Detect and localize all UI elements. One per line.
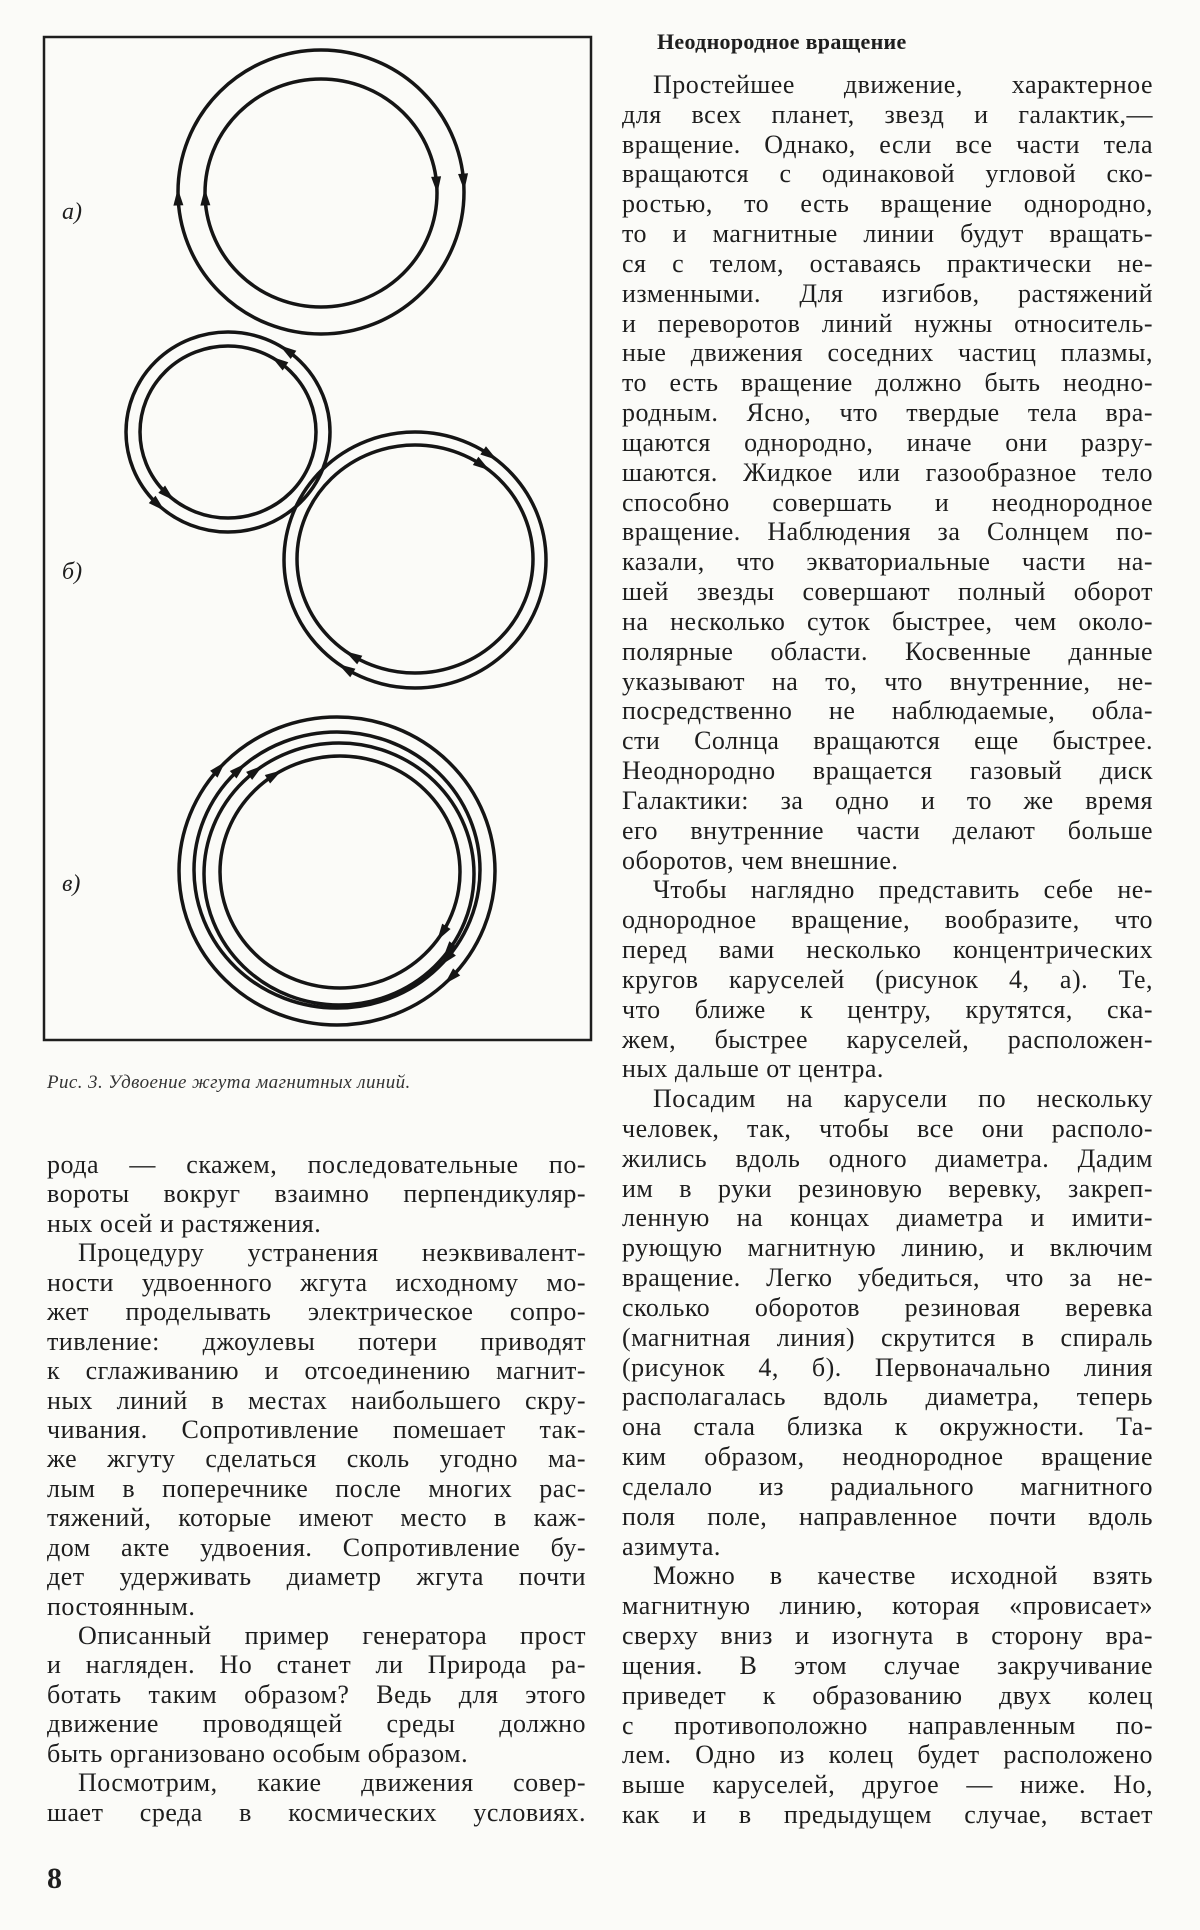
- paragraph: [47, 1768, 586, 1827]
- text-line: она стала близка к окружности. Та-: [622, 1412, 1153, 1442]
- text-line: ся с телом, оставаясь практически не-: [622, 248, 1153, 278]
- text-line: ленную на концах диаметра и имити-: [622, 1203, 1153, 1233]
- text-line: ные движения соседних частиц плазмы,: [622, 338, 1153, 368]
- left-text-column: [47, 1150, 586, 1827]
- paragraph: [47, 1238, 586, 1621]
- arrow-icon: [480, 446, 497, 460]
- text-line: указывают на то, что внутренние, не-: [622, 666, 1153, 696]
- text-line: выше каруселей, другое — ниже. Но,: [622, 1770, 1153, 1800]
- arrow-icon: [338, 664, 355, 677]
- text-line: Процедуру устранения неэквивалент-: [78, 1238, 586, 1268]
- text-line: движение проводящей среды должно: [47, 1709, 586, 1739]
- text-line: им в руки резиновую веревку, закреп-: [622, 1173, 1153, 1203]
- text-line: щаются однородно, иначе они разру-: [622, 427, 1153, 457]
- paragraph: [622, 1084, 1153, 1561]
- text-line: вращаются с одинаковой угловой ско-: [622, 159, 1153, 189]
- text-line: сделало из радиального магнитного: [622, 1471, 1153, 1501]
- text-line: Чтобы наглядно представить себе не-: [653, 875, 1153, 905]
- paragraph: [622, 70, 1153, 875]
- text-line: к сглаживанию и отсоединению магнит-: [47, 1356, 586, 1386]
- text-line: вороты вокруг взаимно перпендикуляр-: [47, 1179, 586, 1209]
- text-line: с противоположно направленным по-: [622, 1710, 1153, 1740]
- paragraph: [47, 1621, 586, 1768]
- loop-c-3: [204, 743, 474, 1005]
- text-line: шей звезды совершают полный оборот: [622, 577, 1153, 607]
- text-line: дет удерживать диаметр жгута почти: [47, 1562, 586, 1592]
- text-line: Неоднородно вращается газовый диск: [622, 756, 1153, 786]
- text-line: шает среда в космических условиях.: [47, 1797, 586, 1827]
- text-line: полярные области. Косвенные данные: [622, 636, 1153, 666]
- text-line: ных осей и растяжения.: [47, 1208, 322, 1238]
- text-line: как и в предыдущем случае, встает: [622, 1800, 1153, 1830]
- text-line: сколько оборотов резиновая веревка: [622, 1292, 1153, 1322]
- text-line: однородное вращение, вообразите, что: [622, 905, 1153, 935]
- text-line: тяжений, которые имеют место в каж-: [47, 1503, 586, 1533]
- text-line: Описанный пример генератора прост: [78, 1621, 586, 1650]
- paragraph: [622, 1561, 1153, 1829]
- text-line: вращение. Однако, если все части тела: [622, 129, 1153, 159]
- text-line: щения. В этом случае закручивание: [622, 1650, 1153, 1680]
- text-line: и переворотов линий нужны относитель-: [622, 308, 1153, 338]
- text-line: что ближе к центру, крутятся, ска-: [622, 994, 1153, 1024]
- text-line: перед вами несколько концентрических: [622, 935, 1153, 965]
- figure-label-c: в): [62, 871, 81, 897]
- arrow-up-icon: [200, 188, 210, 205]
- page-number: 8: [47, 1862, 62, 1895]
- figure-frame: [44, 37, 591, 1040]
- text-line: сверху вниз и изогнута в сторону вра-: [622, 1621, 1153, 1651]
- text-line: тивление: джоулевы потери приводят: [47, 1326, 586, 1356]
- text-line: лем. Одно из колец будет расположено: [622, 1740, 1153, 1770]
- arrow-icon: [345, 651, 362, 664]
- text-line: Простейшее движение, характерное: [653, 70, 1153, 99]
- text-line: изменными. Для изгибов, растяжений: [622, 278, 1153, 308]
- text-line: посредственно не наблюдаемые, обла-: [622, 696, 1153, 726]
- figure-label-b: б): [62, 559, 83, 585]
- arrow-icon: [473, 457, 490, 471]
- text-line: располагалась вдоль диаметра, теперь: [622, 1382, 1153, 1412]
- text-line: сти Солнца вращаются еще быстрее.: [622, 726, 1153, 756]
- text-line: на несколько суток быстрее, чем около-: [622, 606, 1153, 636]
- text-line: лым в поперечнике после многих рас-: [47, 1473, 586, 1503]
- loop-a-inner: [205, 79, 437, 307]
- text-line: магнитную линию, которая «провисает»: [622, 1591, 1153, 1621]
- loop-b-large-outer: [284, 432, 546, 688]
- text-line: дом акте удвоения. Сопротивление бу-: [47, 1532, 586, 1562]
- text-line: Посмотрим, какие движения совер-: [78, 1768, 586, 1798]
- loop-b-large-inner: [297, 445, 533, 673]
- text-line: ким образом, неоднородное вращение: [622, 1442, 1153, 1472]
- text-line: то и магнитные линии будут вращать-: [622, 219, 1153, 249]
- text-line: кругов каруселей (рисунок 4, а). Те,: [622, 964, 1153, 994]
- text-line: приведет к образованию двух колец: [622, 1680, 1153, 1710]
- text-line: вращение. Легко убедиться, что за не-: [622, 1263, 1153, 1293]
- text-line: ных дальше от центра.: [622, 1054, 884, 1084]
- text-line: жились вдоль одного диаметра. Дадим: [622, 1143, 1153, 1173]
- text-line: чивания. Сопротивление помешает так-: [47, 1414, 586, 1444]
- text-line: казали, что экваториальные части на-: [622, 547, 1153, 577]
- text-line: азимута.: [622, 1531, 721, 1561]
- text-line: жем, быстрее каруселей, расположен-: [622, 1024, 1153, 1054]
- text-line: жет проделывать электрическое сопро-: [47, 1297, 586, 1327]
- text-line: (магнитная линия) скрутится в спираль: [622, 1322, 1153, 1352]
- text-line: Галактики: за одно и то же время: [622, 785, 1153, 815]
- text-line: (рисунок 4, б). Первоначально линия: [622, 1352, 1153, 1382]
- text-line: способно совершать и неоднородное: [622, 487, 1153, 517]
- loop-c-4: [220, 756, 460, 988]
- text-line: же жгуту сделаться сколь угодно ма-: [47, 1444, 586, 1474]
- text-line: постоянным.: [47, 1591, 196, 1621]
- text-line: родным. Ясно, что твердые тела вра-: [622, 398, 1153, 428]
- text-line: ростью, то есть вращение однородно,: [622, 189, 1153, 219]
- text-line: для всех планет, звезд и галактик,—: [622, 99, 1153, 129]
- text-line: оборотов, чем внешние.: [622, 845, 899, 875]
- figure-caption: Рис. 3. Удвоение жгута магнитных линий.: [47, 1072, 411, 1093]
- text-line: ности удвоенного жгута исходному мо-: [47, 1267, 586, 1297]
- text-line: рующую магнитную линию, и включим: [622, 1233, 1153, 1263]
- arrow-up-icon: [173, 188, 183, 205]
- arrow-icon: [437, 924, 450, 941]
- text-line: то есть вращение должно быть неодно-: [622, 368, 1153, 398]
- loop-a-outer: [178, 50, 464, 334]
- text-line: поля поле, направленное почти вдоль: [622, 1501, 1153, 1531]
- text-line: Посадим на карусели по нескольку: [653, 1084, 1153, 1114]
- text-line: ных линий в местах наибольшего скру-: [47, 1385, 586, 1415]
- text-line: шаются. Жидкое или газообразное тело: [622, 457, 1153, 487]
- right-text-column: [622, 70, 1153, 1830]
- section-heading: Неоднородное вращение: [657, 29, 907, 54]
- text-line: его внутренние части делают больше: [622, 815, 1153, 845]
- figure-label-a: a): [62, 199, 82, 225]
- text-line: человек, так, чтобы все они располо-: [622, 1113, 1153, 1143]
- text-line: и нагляден. Но станет ли Природа ра-: [47, 1650, 586, 1680]
- text-line: вращение. Наблюдения за Солнцем по-: [622, 517, 1153, 547]
- paragraph: [47, 1150, 586, 1238]
- paragraph: [622, 875, 1153, 1084]
- text-line: рода — скажем, последовательные по-: [47, 1150, 586, 1179]
- text-line: ботать таким образом? Ведь для этого: [47, 1679, 586, 1709]
- text-line: быть организовано особым образом.: [47, 1738, 469, 1768]
- text-line: Можно в качестве исходной взять: [653, 1561, 1153, 1591]
